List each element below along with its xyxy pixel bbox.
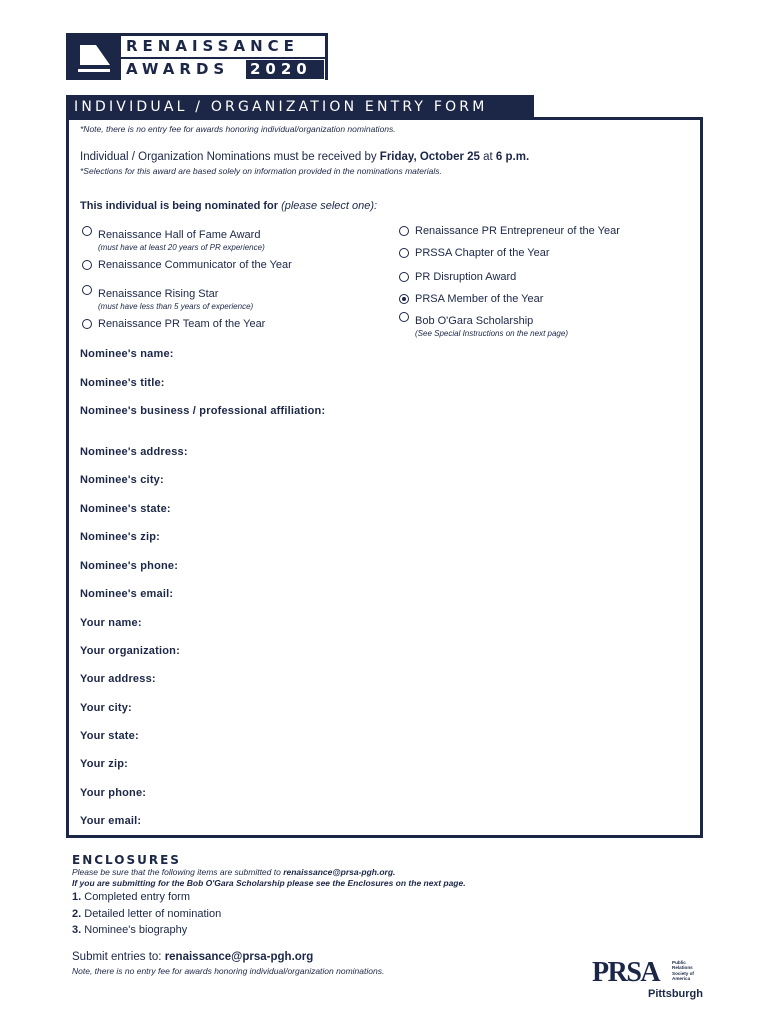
radio-button[interactable] bbox=[82, 319, 92, 329]
enclosure-item bbox=[72, 908, 221, 920]
award-sub: (must have at least 20 years of PR experience) bbox=[98, 243, 265, 252]
enclosure-text: Completed entry form bbox=[84, 891, 191, 903]
enclosures-note-1-email[interactable]: renaissance@prsa-pgh.org. bbox=[283, 867, 396, 877]
field-nominee-state[interactable]: Nominee's state: bbox=[80, 503, 171, 515]
enclosure-num: 2. bbox=[72, 908, 82, 920]
field-your-address[interactable]: Your address: bbox=[80, 673, 156, 685]
radio-button[interactable] bbox=[82, 260, 92, 270]
award-label: Renaissance PR Entrepreneur of the Year bbox=[415, 225, 620, 237]
nominated-for-label: This individual is being nominated for bbox=[80, 200, 282, 212]
submit-email-link[interactable]: renaissance@prsa-pgh.org bbox=[164, 951, 314, 963]
award-label: Renaissance PR Team of the Year bbox=[98, 318, 266, 330]
field-your-state[interactable]: Your state: bbox=[80, 730, 139, 742]
selections-note: *Selections for this award are based solely on information provided in the nominations materials. bbox=[80, 166, 442, 176]
award-label: Renaissance Communicator of the Year bbox=[98, 259, 292, 271]
award-option-member-of-year[interactable] bbox=[399, 293, 543, 305]
radio-button[interactable] bbox=[399, 312, 409, 322]
award-label: PRSSA Chapter of the Year bbox=[415, 247, 550, 259]
enclosures-note-1 bbox=[72, 867, 395, 877]
enclosure-text: Nominee's biography bbox=[84, 924, 188, 936]
field-nominee-email[interactable]: Nominee's email: bbox=[80, 588, 174, 600]
award-option-pr-disruption[interactable] bbox=[399, 271, 516, 283]
enclosures-note-2: If you are submitting for the Bob O'Gara Scholarship please see the Enclosures on the next page. bbox=[72, 878, 466, 888]
field-your-zip[interactable]: Your zip: bbox=[80, 758, 129, 770]
award-option-pr-team[interactable] bbox=[82, 318, 265, 330]
logo-year: 2020 bbox=[245, 59, 325, 80]
award-option-hall-of-fame[interactable] bbox=[82, 225, 265, 253]
award-label: Renaissance Hall of Fame Award bbox=[98, 229, 261, 241]
award-option-rising-star[interactable] bbox=[82, 284, 253, 312]
nominated-for-hint: (please select one): bbox=[281, 200, 378, 212]
award-sub: (must have less than 5 years of experience) bbox=[98, 302, 254, 311]
nominated-for-prompt bbox=[80, 200, 377, 212]
prsa-full-name: Public Relations Society of America bbox=[672, 960, 694, 982]
enclosure-item bbox=[72, 924, 187, 936]
award-option-communicator[interactable] bbox=[82, 259, 292, 271]
field-your-city[interactable]: Your city: bbox=[80, 702, 132, 714]
field-your-organization[interactable]: Your organization: bbox=[80, 645, 180, 657]
no-fee-note-bottom: Note, there is no entry fee for awards honoring individual/organization nominations. bbox=[72, 966, 385, 976]
renaissance-awards-logo bbox=[66, 33, 328, 80]
radio-button[interactable] bbox=[82, 285, 92, 295]
field-nominee-name[interactable]: Nominee's name: bbox=[80, 348, 174, 360]
award-label: Renaissance Rising Star bbox=[98, 288, 219, 300]
enclosures-note-1-pre: Please be sure that the following items are submitted to bbox=[72, 867, 284, 877]
enclosure-text: Detailed letter of nomination bbox=[84, 908, 222, 920]
award-label: Bob O'Gara Scholarship bbox=[415, 315, 534, 327]
award-option-entrepreneur[interactable] bbox=[399, 225, 620, 237]
field-your-name[interactable]: Your name: bbox=[80, 617, 142, 629]
pavilion-icon bbox=[76, 39, 112, 75]
field-your-email[interactable]: Your email: bbox=[80, 815, 142, 827]
logo-line-renaissance: RENAISSANCE bbox=[121, 36, 325, 57]
award-label: PR Disruption Award bbox=[415, 271, 517, 283]
radio-button[interactable] bbox=[82, 226, 92, 236]
prsa-wordmark: PRSA bbox=[592, 957, 660, 988]
enclosures-title: ENCLOSURES bbox=[72, 853, 181, 867]
field-nominee-address[interactable]: Nominee's address: bbox=[80, 446, 188, 458]
submit-entries-text bbox=[72, 951, 313, 963]
radio-button[interactable] bbox=[399, 272, 409, 282]
no-fee-note: *Note, there is no entry fee for awards honoring individual/organization nominations. bbox=[80, 124, 396, 134]
award-label: PRSA Member of the Year bbox=[415, 293, 544, 305]
submit-pre: Submit entries to: bbox=[72, 951, 165, 963]
award-sub: (See Special Instructions on the next page) bbox=[415, 329, 568, 338]
field-your-phone[interactable]: Your phone: bbox=[80, 787, 147, 799]
deadline-text bbox=[80, 151, 529, 163]
enclosure-item bbox=[72, 891, 190, 903]
field-nominee-phone[interactable]: Nominee's phone: bbox=[80, 560, 179, 572]
deadline-date: Friday, October 25 bbox=[379, 151, 480, 163]
deadline-time: 6 p.m. bbox=[495, 151, 530, 163]
radio-button[interactable] bbox=[399, 248, 409, 258]
field-nominee-zip[interactable]: Nominee's zip: bbox=[80, 531, 160, 543]
radio-button-selected[interactable] bbox=[399, 294, 409, 304]
award-option-prssa-chapter[interactable] bbox=[399, 247, 550, 259]
prsa-city: Pittsburgh bbox=[648, 988, 703, 1000]
deadline-pre: Individual / Organization Nominations must be received by bbox=[80, 151, 380, 163]
form-header: INDIVIDUAL / ORGANIZATION ENTRY FORM bbox=[66, 95, 534, 119]
enclosure-num: 3. bbox=[72, 924, 82, 936]
logo-line-awards: AWARDS bbox=[121, 59, 245, 80]
enclosure-num: 1. bbox=[72, 891, 82, 903]
field-nominee-city[interactable]: Nominee's city: bbox=[80, 474, 164, 486]
prsa-pittsburgh-logo bbox=[592, 958, 704, 1004]
field-nominee-affiliation[interactable]: Nominee's business / professional affiliation: bbox=[80, 405, 326, 417]
deadline-mid: at bbox=[479, 151, 496, 163]
radio-button[interactable] bbox=[399, 226, 409, 236]
field-nominee-title[interactable]: Nominee's title: bbox=[80, 377, 165, 389]
award-option-ogara-scholarship[interactable] bbox=[399, 311, 568, 339]
